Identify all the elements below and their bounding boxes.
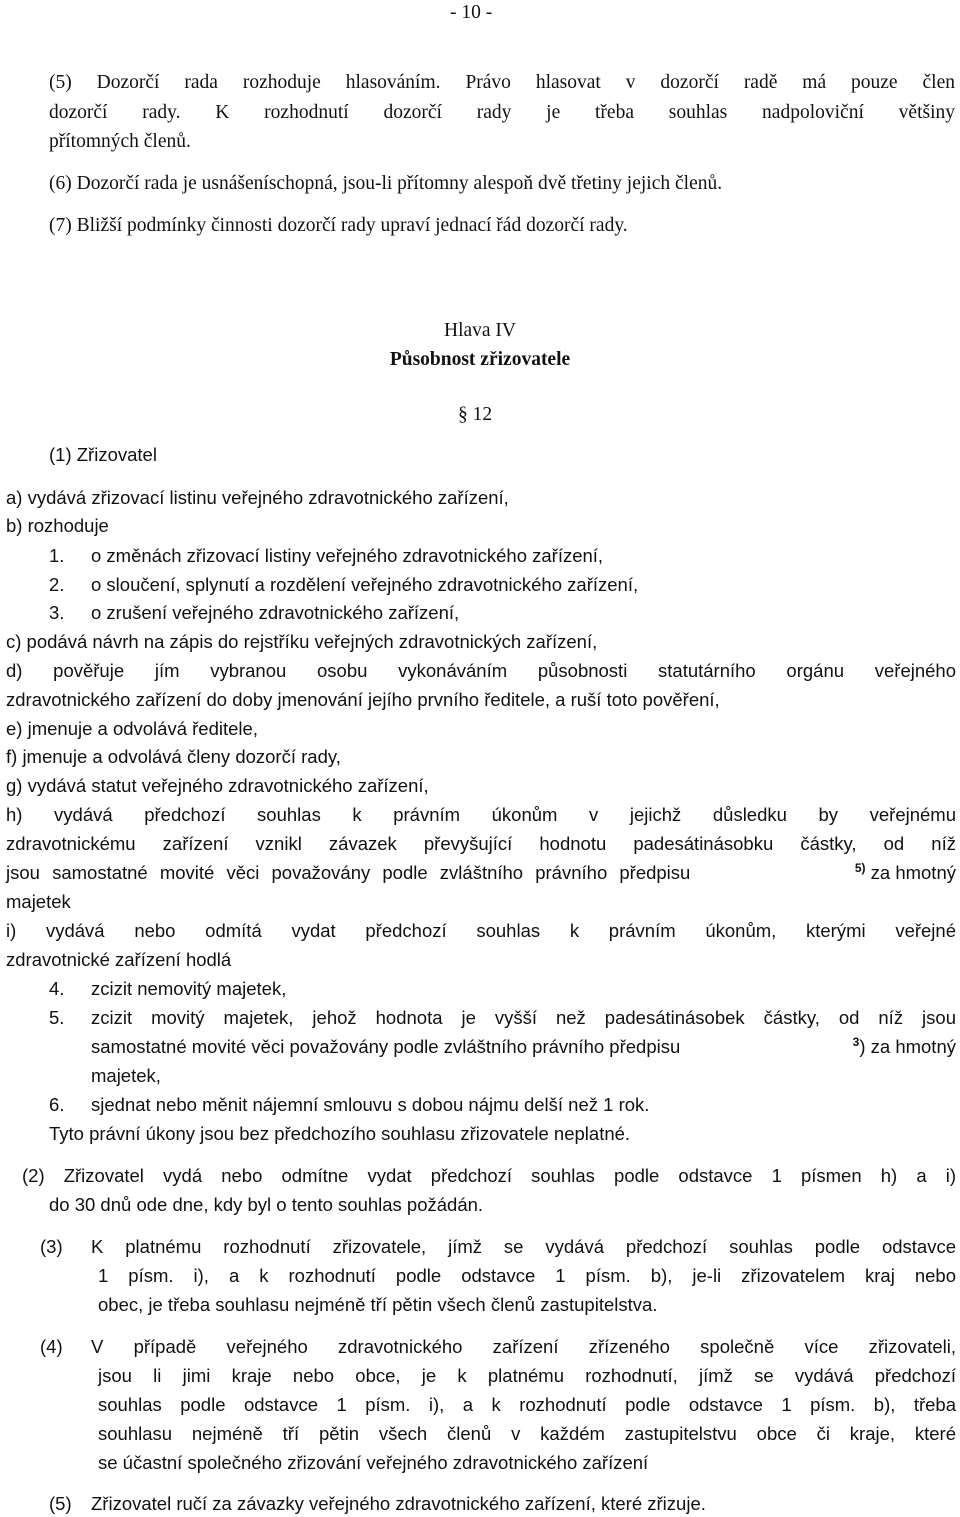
s3-line-3: obec, je třeba souhlasu nejméně tří pětin všech členů zastupitelstva. [98, 1294, 658, 1315]
s1-item-a: a) vydává zřizovací listinu veřejného zdravotnického zařízení, [6, 487, 509, 508]
section-number: 12 [472, 404, 493, 425]
s1-i-item-5-line-2 [91, 1034, 956, 1060]
s1-b-item-2-number: 2. [49, 574, 65, 595]
s4-line-3: souhlas podle odstavce 1 písm. i), a k rozhodnutí podle odstavce 1 písm. b), třeba [98, 1394, 956, 1415]
paragraph-7: (7) Bližší podmínky činnosti dozorčí rady upraví jednací řád dozorčí rady. [49, 215, 628, 236]
s1-item-h-line-1: h) vydává předchozí souhlas k právním úkonům v jejichž důsledku by veřejnému [6, 804, 956, 825]
s1-item-i-line-1: i) vydává nebo odmítá vydat předchozí souhlas k právním úkonům, kterými veřejné [6, 920, 956, 941]
s1-item-h-line-3-tail: za hmotný [865, 862, 956, 883]
s1-item-h-line-3 [6, 860, 956, 886]
s1-i-item-5-line-1: zcizit movitý majetek, jehož hodnota je vyšší než padesátinásobek částky, od níž jsou [91, 1007, 956, 1028]
s1-i-item-5-line-2-tail: ) za hmotný [859, 1036, 956, 1057]
s2-line-2: do 30 dnů ode dne, kdy byl o tento souhlas požádán. [49, 1194, 484, 1215]
section-symbol-glyph: § [458, 404, 468, 425]
s1-item-f: f) jmenuje a odvolává členy dozorčí rady, [6, 746, 341, 767]
s3-line-1: K platnému rozhodnutí zřizovatele, jímž se vydává předchozí souhlas podle odstavce [91, 1236, 956, 1257]
section-symbol [458, 402, 492, 428]
s1-intro: (1) Zřizovatel [49, 444, 157, 465]
s4-number: (4) [40, 1336, 63, 1357]
s1-b-item-2-text: o sloučení, splynutí a rozdělení veřejného zdravotnického zařízení, [91, 574, 639, 595]
s5-text: Zřizovatel ručí za závazky veřejného zdravotnického zařízení, které zřizuje. [91, 1493, 706, 1514]
s1-item-d-line-2: zdravotnického zařízení do doby jmenování jejího prvního ředitele, a ruší toto pověření, [6, 689, 720, 710]
s1-item-g: g) vydává statut veřejného zdravotnického zařízení, [6, 775, 429, 796]
s1-i-item-4-text: zcizit nemovitý majetek, [91, 978, 287, 999]
s1-b-item-3-number: 3. [49, 602, 65, 623]
chapter-heading: Hlava IV [443, 320, 516, 341]
s1-item-e: e) jmenuje a odvolává ředitele, [6, 718, 258, 739]
s1-item-b: b) rozhoduje [6, 515, 109, 536]
s5-number: (5) [49, 1493, 72, 1514]
s1-item-h-line-3-end [855, 860, 956, 886]
s1-item-d-line-1: d) pověřuje jím vybranou osobu vykonáváním působnosti statutárního orgánu veřejného [6, 660, 956, 681]
s2-line-1: (2) Zřizovatel vydá nebo odmítne vydat předchozí souhlas podle odstavce 1 písmen h) a i) [22, 1165, 956, 1186]
s1-i-item-5-number: 5. [49, 1007, 65, 1028]
s1-b-item-1-number: 1. [49, 545, 65, 566]
s3-line-2: 1 písm. i), a k rozhodnutí podle odstavce 1 písm. b), je-li zřizovatelem kraj nebo [98, 1265, 956, 1286]
s4-line-1: V případě veřejného zdravotnického zařízení zřízeného společně více zřizovateli, [91, 1336, 956, 1357]
s1-i-item-5-line-3: majetek, [91, 1065, 161, 1086]
s4-line-5: se účastní společného zřizování veřejného zdravotnického zařízení [98, 1452, 649, 1473]
s3-number: (3) [40, 1236, 63, 1257]
chapter-title: Působnost zřizovatele [389, 349, 571, 370]
footnote-ref-3: 3 [852, 1035, 860, 1049]
s1-i-item-5-line-2-end [853, 1034, 956, 1060]
s1-closing: Tyto právní úkony jsou bez předchozího souhlasu zřizovatele neplatné. [49, 1123, 631, 1144]
page-number: - 10 - [450, 2, 493, 23]
paragraph-5-line-2: dozorčí rady. K rozhodnutí dozorčí rady je třeba souhlas nadpoloviční většiny [49, 102, 955, 123]
s1-i-item-6-text: sjednat nebo měnit nájemní smlouvu s dobou nájmu delší než 1 rok. [91, 1094, 650, 1115]
paragraph-5-line-3: přítomných členů. [49, 131, 191, 152]
s1-item-i-line-2: zdravotnické zařízení hodlá [6, 949, 232, 970]
s1-i-item-4-number: 4. [49, 978, 65, 999]
footnote-ref-5: 5) [854, 861, 866, 875]
paragraph-5-line-1: (5) Dozorčí rada rozhoduje hlasováním. Právo hlasovat v dozorčí radě má pouze člen [49, 72, 955, 93]
s1-i-item-5-line-2-text: samostatné movité věci považovány podle zvláštního právního předpisu [91, 1036, 681, 1057]
s4-line-2: jsou li jimi kraje nebo obce, je k platnému rozhodnutí, jímž se vydává předchozí [98, 1365, 956, 1386]
s1-item-h-line-4: majetek [6, 891, 71, 912]
s1-item-h-line-3-text: jsou samostatné movité věci považovány podle zvláštního právního předpisu [6, 862, 691, 883]
s4-line-4: souhlasu nejméně tří pětin všech členů v každém zastupitelstvu obce či kraje, které [98, 1423, 956, 1444]
s1-b-item-3-text: o zrušení veřejného zdravotnického zařízení, [91, 602, 460, 623]
s1-b-item-1-text: o změnách zřizovací listiny veřejného zdravotnického zařízení, [91, 545, 604, 566]
paragraph-6: (6) Dozorčí rada je usnášeníschopná, jsou-li přítomny alespoň dvě třetiny jejich členů. [49, 173, 723, 194]
s1-item-c: c) podává návrh na zápis do rejstříku veřejných zdravotnických zařízení, [6, 631, 598, 652]
s1-item-h-line-2: zdravotnickému zařízení vznikl závazek převyšující hodnotu padesátinásobku částky, od níž [6, 833, 956, 854]
s1-i-item-6-number: 6. [49, 1094, 65, 1115]
